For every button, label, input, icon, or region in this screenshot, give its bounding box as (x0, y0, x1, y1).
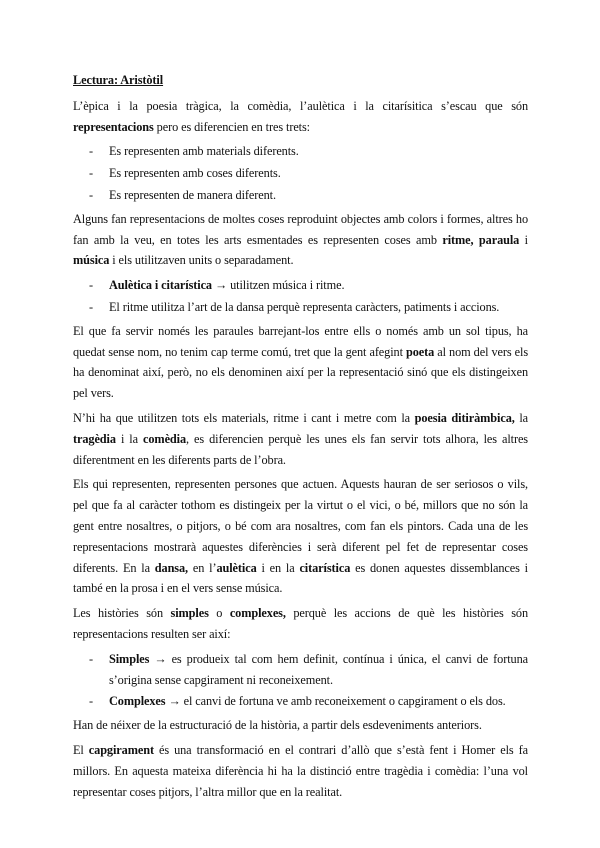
paragraph-intro: L’èpica i la poesia tràgica, la comèdia, l’aulètica i la citarísitica s’escau que són representacions pero es diferencien en tres trets: (73, 98, 528, 134)
list-item: - Es representen de manera diferent. (89, 187, 276, 202)
list-story-types (73, 649, 528, 712)
paragraph-reversal: El capgirament és una transformació en el contrari d’allò que s’està fent i Homer els fa millors. En aquesta mateixa diferència hi ha la distinció entre tragèdia i comèdia: l’una vol representar coses pitjors, l’altra millor que en la realitat. (73, 742, 528, 799)
paragraph-all-materials: N’hi ha que utilitzen tots els materials, ritme i cant i metre com la poesia ditiràmbica, la tragèdia i la comèdia, es diferencien perquè les unes els fan servir tots alhora, les altres diferentment en les diferents parts de l’obra. (73, 410, 529, 467)
paragraph-structure: Han de néixer de la estructuració de la història, a partir dels esdeveniments anteriors. (73, 718, 482, 733)
list-differences (73, 141, 528, 205)
list-item: - Simples → es produeix tal com hem definit, contínua i única, el canvi de fortuna s’origina sense capgirament ni reconeixement. (89, 651, 528, 687)
paragraph-materials: Alguns fan representacions de moltes coses reproduint objectes amb colors i formes, altres ho fan amb la veu, en totes les arts esmentades es representen coses amb ritme, paraula i música i els utilitzaven units o separadament. (73, 211, 528, 268)
list-arts (73, 275, 528, 318)
list-item: - Complexes → el canvi de fortuna ve amb reconeixement o capgirament o els dos. (89, 694, 506, 709)
list-item: - Aulètica i citarística → utilitzen música i ritme. (89, 278, 345, 293)
paragraph-stories: Les històries són simples o complexes, perquè les accions de què les històries són representacions resulten ser així: (73, 606, 528, 641)
paragraph-persons: Els qui representen, representen persones que actuen. Aquests hauran de ser seriosos o vils, pel que fa al caràcter tothom es distingeix per la virtut o el vici, o bé, millors que no són la gent entre nosaltres, o pitjors, o bé com ara nosaltres, com fan els pintors. Cada una de les representacions mostrarà aquestes diferències i serà diferent pel fet de representar coses diferents. En la dansa, en l’aulètica i en la citarística es donen aquestes dissemblances i també en la prosa i en el vers sense música. (73, 477, 529, 596)
document-title: Lectura: Aristòtil (73, 73, 164, 87)
paragraph-words: El que fa servir només les paraules barrejant-los entre ells o només amb un sol tipus, ha quedat sense nom, no tenim cap terme comú, tret que la gent afegint poeta al nom del vers els ha denominat així, però, no els denominen així per la representació sinó que els distingeixen pel vers. (73, 323, 528, 401)
list-item: - Es representen amb coses diferents. (89, 166, 281, 181)
list-item: - El ritme utilitza l’art de la dansa perquè representa caràcters, patiments i accions. (89, 299, 500, 314)
list-item: - Es representen amb materials diferents. (89, 144, 299, 159)
